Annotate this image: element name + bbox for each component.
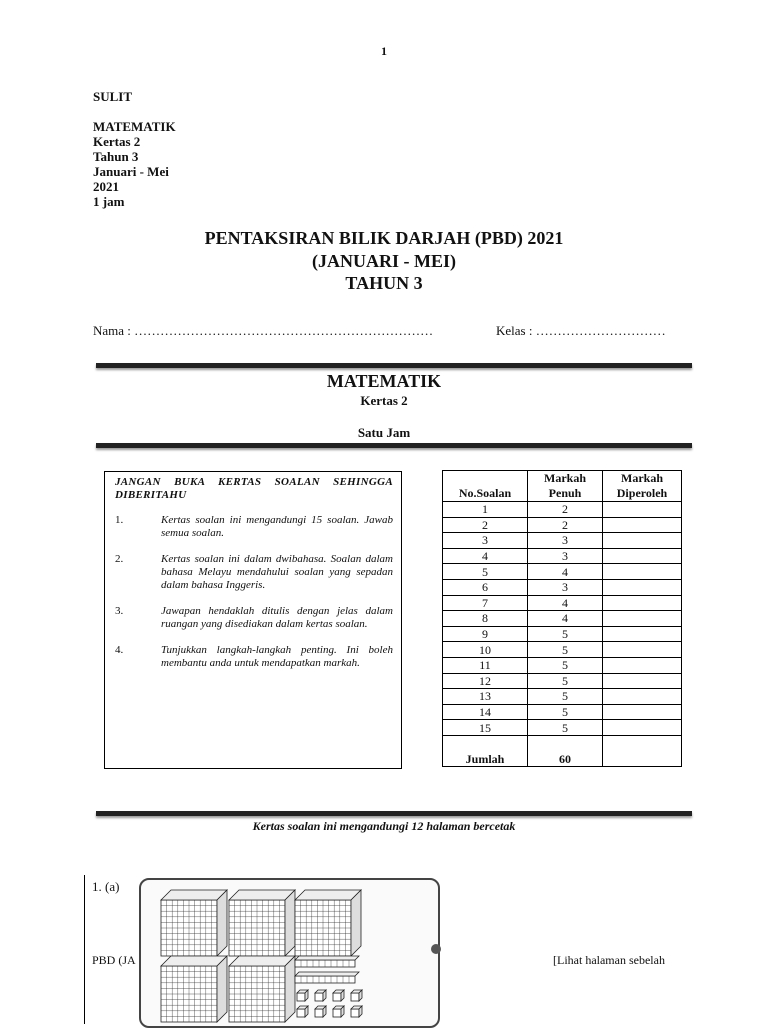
instruction-text: Kertas soalan ini dalam dwibahasa. Soalan dalam bahasa Melayu mendahului soalan yang sepadan dalam bahasa Inggeris. — [161, 553, 393, 591]
obtained-marks-cell[interactable] — [603, 548, 682, 564]
full-marks-cell: 4 — [528, 611, 603, 627]
unit-cube — [315, 990, 326, 1001]
hundred-block — [161, 956, 227, 1022]
obtained-marks-cell[interactable] — [603, 720, 682, 736]
full-marks-cell: 5 — [528, 657, 603, 673]
marks-row — [443, 642, 682, 658]
marks-row — [443, 548, 682, 564]
col-header-full-marks: Markah Penuh — [528, 471, 603, 502]
marks-row — [443, 673, 682, 689]
hundred-block — [161, 890, 227, 956]
marks-row — [443, 564, 682, 580]
scroll-handle[interactable] — [431, 944, 441, 954]
obtained-marks-cell[interactable] — [603, 564, 682, 580]
name-field[interactable]: Nama : …………………………………………………………… — [93, 323, 434, 338]
obtained-marks-cell[interactable] — [603, 673, 682, 689]
marks-row — [443, 611, 682, 627]
instruction-item — [115, 605, 393, 631]
instruction-number: 3. — [115, 605, 124, 617]
footer-divider — [96, 811, 692, 816]
margin-line — [84, 875, 85, 1024]
unit-cube — [333, 990, 344, 1001]
class-field[interactable]: Kelas : ………………………… — [496, 323, 666, 338]
total-value: 60 — [528, 735, 603, 766]
obtained-marks-cell[interactable] — [603, 579, 682, 595]
question-number-cell: 2 — [443, 517, 528, 533]
full-marks-cell: 2 — [528, 502, 603, 518]
instruction-text: Jawapan hendaklah ditulis dengan jelas dalam ruangan yang disediakan dalam kertas soalan. — [161, 605, 393, 630]
question-number-cell: 7 — [443, 595, 528, 611]
full-marks-cell: 5 — [528, 642, 603, 658]
ten-rod — [295, 956, 359, 967]
obtained-marks-cell[interactable] — [603, 704, 682, 720]
question-number-cell: 4 — [443, 548, 528, 564]
question-number-cell: 14 — [443, 704, 528, 720]
header-year: Tahun 3 — [93, 149, 139, 164]
instruction-number: 2. — [115, 553, 124, 565]
paper-number: Kertas 2 — [360, 393, 408, 408]
ten-rod — [295, 972, 359, 983]
full-marks-cell: 3 — [528, 533, 603, 549]
question-number-cell: 12 — [443, 673, 528, 689]
question-number-cell: 15 — [443, 720, 528, 736]
unit-cube — [333, 1006, 344, 1017]
exam-grade: TAHUN 3 — [345, 273, 423, 293]
paper-duration: Satu Jam — [357, 425, 411, 440]
full-marks-cell: 5 — [528, 704, 603, 720]
instruction-number: 4. — [115, 644, 124, 656]
total-obtained-cell[interactable] — [603, 735, 682, 766]
full-marks-cell: 4 — [528, 564, 603, 580]
header-session-year: 2021 — [93, 179, 119, 194]
obtained-marks-cell[interactable] — [603, 502, 682, 518]
question-label: 1. (a) — [92, 879, 120, 894]
question-number-cell: 5 — [443, 564, 528, 580]
instructions-box — [104, 471, 402, 769]
marks-table — [442, 470, 682, 767]
full-marks-cell: 4 — [528, 595, 603, 611]
instruction-number: 1. — [115, 514, 124, 526]
paper-subject: MATEMATIK — [326, 371, 442, 391]
page-count-note: Kertas soalan ini mengandungi 12 halaman bercetak — [252, 819, 516, 833]
instruction-item — [115, 514, 393, 540]
unit-cube — [297, 1006, 308, 1017]
marks-row — [443, 595, 682, 611]
full-marks-cell: 5 — [528, 720, 603, 736]
unit-cube — [297, 990, 308, 1001]
hundred-block — [229, 956, 295, 1022]
full-marks-cell: 3 — [528, 579, 603, 595]
question-number-cell: 11 — [443, 657, 528, 673]
footer-right: [Lihat halaman sebelah — [553, 953, 665, 967]
instruction-item — [115, 644, 393, 670]
top-divider — [96, 363, 692, 368]
marks-row — [443, 704, 682, 720]
marks-row — [443, 517, 682, 533]
obtained-marks-cell[interactable] — [603, 657, 682, 673]
unit-cube — [351, 1006, 362, 1017]
instruction-text: Kertas soalan ini mengandungi 15 soalan. Jawab semua soalan. — [161, 514, 393, 539]
total-row — [443, 735, 682, 766]
obtained-marks-cell[interactable] — [603, 517, 682, 533]
question-number-cell: 10 — [443, 642, 528, 658]
footer-left: PBD (JA — [92, 953, 136, 967]
header-period: Januari - Mei — [93, 164, 169, 179]
full-marks-cell: 5 — [528, 689, 603, 705]
unit-cube — [315, 1006, 326, 1017]
base-ten-blocks-figure — [139, 878, 440, 1028]
question-number-cell: 13 — [443, 689, 528, 705]
question-number-cell: 3 — [443, 533, 528, 549]
obtained-marks-cell[interactable] — [603, 689, 682, 705]
full-marks-cell: 3 — [528, 548, 603, 564]
instruction-text: Tunjukkan langkah-langkah penting. Ini boleh membantu anda untuk mendapatkan markah. — [161, 644, 393, 669]
marks-row — [443, 502, 682, 518]
marks-row — [443, 533, 682, 549]
full-marks-cell: 2 — [528, 517, 603, 533]
marks-row — [443, 720, 682, 736]
marks-row — [443, 689, 682, 705]
obtained-marks-cell[interactable] — [603, 611, 682, 627]
question-number-cell: 1 — [443, 502, 528, 518]
hundred-block — [229, 890, 295, 956]
marks-table-header — [443, 471, 682, 502]
instruction-item — [115, 553, 393, 592]
base-ten-blocks-svg — [141, 880, 438, 1026]
exam-title: PENTAKSIRAN BILIK DARJAH (PBD) 2021 — [204, 228, 564, 248]
col-header-marks-obtained: Markah Diperoleh — [603, 471, 682, 502]
header-paper: Kertas 2 — [93, 134, 141, 149]
hundred-block — [295, 890, 361, 956]
obtained-marks-cell[interactable] — [603, 533, 682, 549]
obtained-marks-cell[interactable] — [603, 626, 682, 642]
header-subject: MATEMATIK — [93, 119, 176, 134]
page-number: 1 — [381, 44, 387, 58]
marks-row — [443, 657, 682, 673]
unit-cube — [351, 990, 362, 1001]
col-header-question: No.Soalan — [443, 471, 528, 502]
obtained-marks-cell[interactable] — [603, 642, 682, 658]
marks-row — [443, 579, 682, 595]
exam-period: (JANUARI - MEI) — [312, 251, 456, 271]
header-duration: 1 jam — [93, 194, 125, 209]
classification-label: SULIT — [93, 89, 133, 104]
header-block — [93, 119, 176, 209]
bottom-divider — [96, 443, 692, 448]
question-number-cell: 8 — [443, 611, 528, 627]
full-marks-cell: 5 — [528, 673, 603, 689]
marks-row — [443, 626, 682, 642]
total-label: Jumlah — [443, 735, 528, 766]
obtained-marks-cell[interactable] — [603, 595, 682, 611]
instructions-heading: JANGAN BUKA KERTAS SOALAN SEHINGGA DIBERITAHU — [115, 476, 393, 501]
question-number-cell: 9 — [443, 626, 528, 642]
question-number-cell: 6 — [443, 579, 528, 595]
full-marks-cell: 5 — [528, 626, 603, 642]
